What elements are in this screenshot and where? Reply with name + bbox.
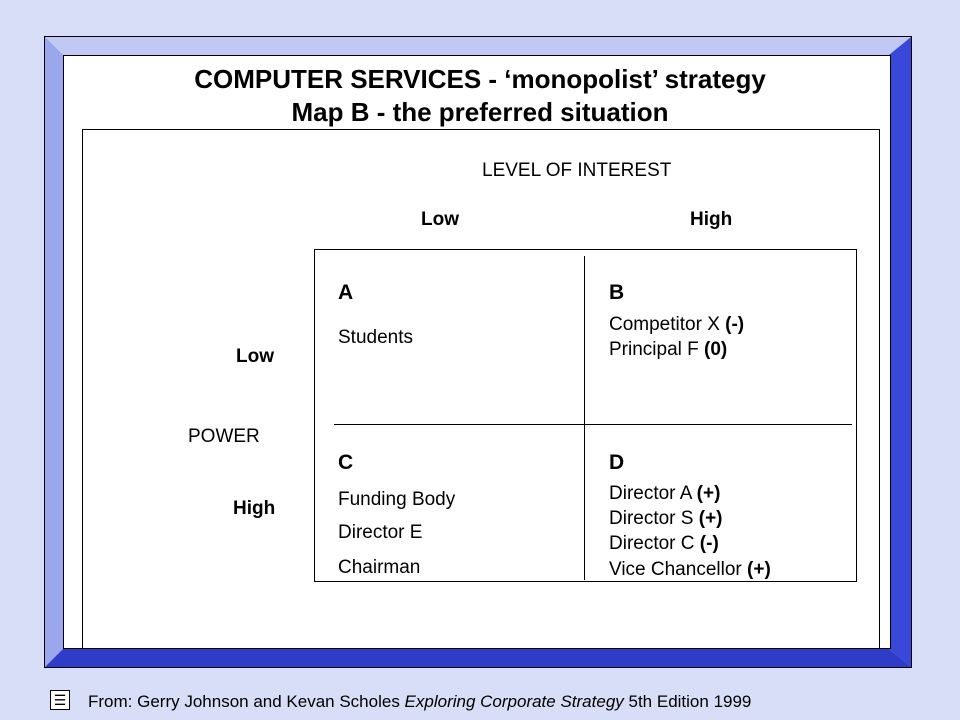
frame-bevel-top bbox=[45, 37, 911, 55]
quadrant-b-item bbox=[609, 314, 744, 336]
source-citation bbox=[88, 692, 751, 712]
frame-bevel-right bbox=[889, 37, 911, 667]
stakeholder-name: Director S bbox=[609, 508, 694, 529]
citation-prefix: From: Gerry Johnson and Kevan Scholes bbox=[88, 692, 405, 711]
book-icon[interactable]: ☰ bbox=[50, 690, 70, 710]
stakeholder-sign: (-) bbox=[725, 314, 745, 335]
quadrant-d-item bbox=[609, 533, 719, 555]
slide-title-line2: Map B - the preferred situation bbox=[291, 97, 669, 127]
matrix-horizontal-divider bbox=[334, 424, 852, 425]
quadrant-a-item: Students bbox=[338, 327, 413, 348]
quadrant-b-item bbox=[609, 339, 727, 361]
interest-high-label: High bbox=[690, 209, 733, 230]
stakeholder-sign: (-) bbox=[699, 533, 719, 554]
quadrant-c-letter: C bbox=[338, 451, 354, 474]
frame-bevel-bottom bbox=[45, 649, 911, 667]
matrix-vertical-divider bbox=[584, 256, 585, 580]
quadrant-c-item: Director E bbox=[338, 522, 423, 543]
stakeholder-sign: (+) bbox=[698, 508, 723, 529]
quadrant-d-item bbox=[609, 508, 723, 530]
interest-low-label: Low bbox=[421, 209, 459, 230]
quadrant-a-letter: A bbox=[338, 281, 354, 304]
stakeholder-name: Principal F bbox=[609, 339, 699, 360]
quadrant-c-item: Funding Body bbox=[338, 489, 456, 510]
stakeholder-sign: (0) bbox=[704, 339, 728, 360]
quadrant-d-letter: D bbox=[609, 451, 625, 474]
power-low-label: Low bbox=[236, 346, 274, 367]
quadrant-d-item bbox=[609, 483, 720, 505]
power-axis-label: POWER bbox=[188, 426, 260, 447]
stakeholder-name: Vice Chancellor bbox=[609, 559, 742, 580]
stakeholder-name: Competitor X bbox=[609, 314, 720, 335]
quadrant-d-item bbox=[609, 559, 771, 581]
citation-book-title: Exploring Corporate Strategy bbox=[404, 692, 624, 711]
quadrant-c-item: Chairman bbox=[338, 557, 421, 578]
interest-axis-label: LEVEL OF INTEREST bbox=[482, 160, 672, 181]
slide-title-line1: COMPUTER SERVICES - ‘monopolist’ strategy bbox=[194, 64, 766, 94]
quadrant-b-letter: B bbox=[609, 281, 625, 304]
stakeholder-sign: (+) bbox=[696, 483, 721, 504]
citation-suffix: 5th Edition 1999 bbox=[623, 692, 752, 711]
stakeholder-name: Director A bbox=[609, 483, 692, 504]
power-high-label: High bbox=[233, 498, 276, 519]
frame-bevel-left bbox=[45, 37, 63, 667]
stakeholder-sign: (+) bbox=[747, 559, 771, 580]
stakeholder-name: Director C bbox=[609, 533, 695, 554]
